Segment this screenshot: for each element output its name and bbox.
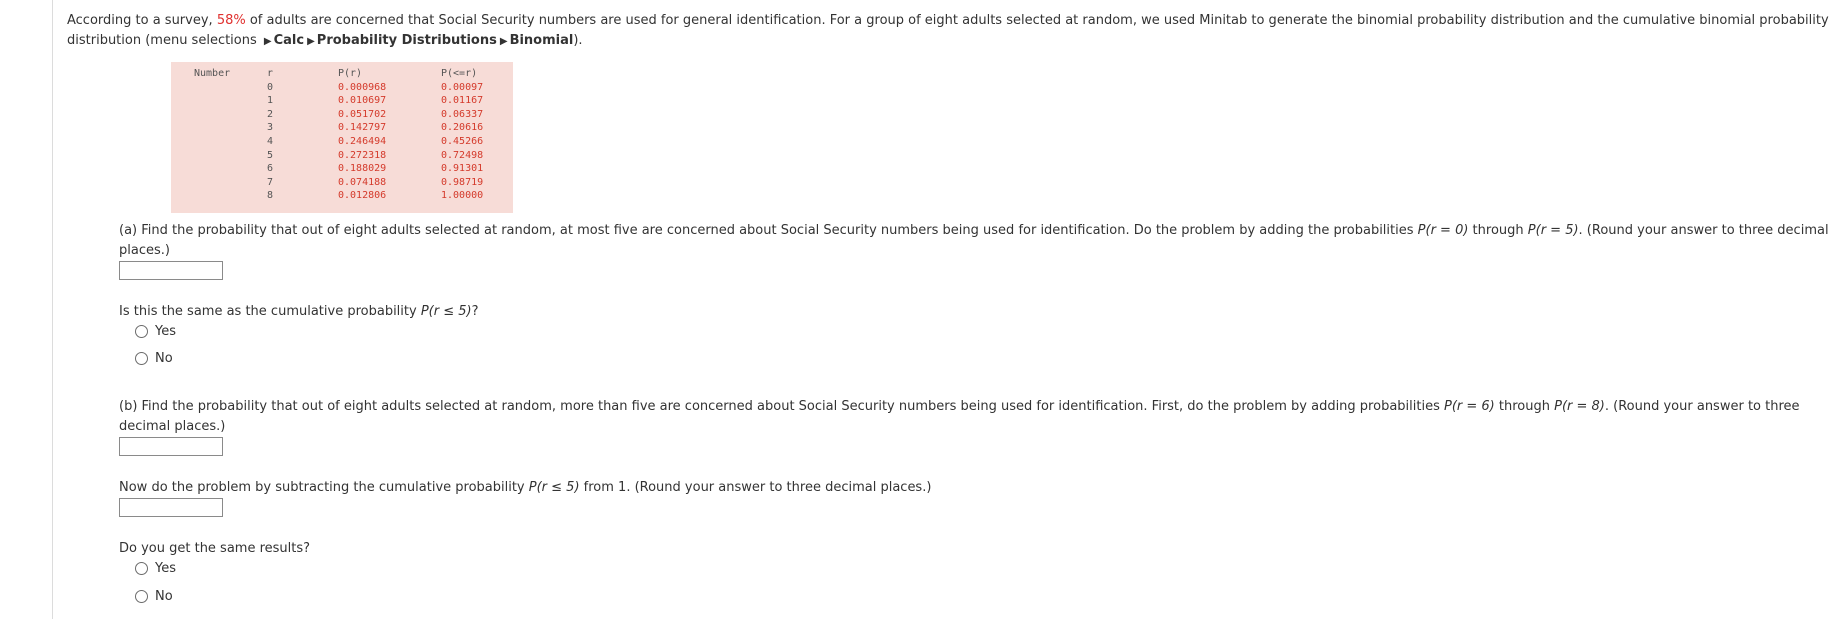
radio-a-no[interactable]: No [135, 351, 173, 366]
triangle-right-icon: ▶ [307, 36, 315, 47]
table-cell-cp: 0.00097 [441, 81, 484, 93]
table-cell-cp: 0.01167 [441, 95, 484, 107]
table-cell-p: 0.246494 [338, 135, 387, 147]
menu-binomial: Binomial [509, 33, 574, 48]
left-divider [52, 0, 53, 619]
column-header-p: P(r) [338, 68, 363, 79]
table-cell-r: 1 [267, 95, 274, 107]
table-cell-r: 7 [267, 176, 274, 188]
table-cell-cp: 0.45266 [441, 135, 484, 147]
question-b-subtract: Now do the problem by subtracting the cumulative probability P(r ≤ 5) from 1. (Round your answer to three decimal places.) [119, 480, 932, 495]
survey-percent: 58% [216, 13, 246, 28]
table-cell-p: 0.188029 [338, 163, 387, 175]
question-b: (b) Find the probability that out of eight adults selected at random, more than five are concerned about Social Security numbers being used for identification. First, do the problem by adding probabilities P(r = 6) through P(r = 8). (Round your answer to three decimal places.) [119, 399, 1800, 434]
table-cell-cp: 0.06337 [441, 108, 484, 120]
column-r [267, 67, 273, 203]
question-a-same: Is this the same as the cumulative probability P(r ≤ 5)? [119, 304, 479, 319]
table-cell-p: 0.051702 [338, 108, 387, 120]
table-cell-p: 0.074188 [338, 176, 387, 188]
table-cell-p: 0.012806 [338, 190, 387, 202]
answer-b-input[interactable] [119, 437, 223, 456]
triangle-right-icon: ▶ [499, 36, 508, 47]
table-cell-cp: 1.00000 [441, 190, 484, 202]
table-cell-r: 3 [267, 122, 274, 134]
menu-probability-distributions: Probability Distributions [316, 33, 497, 48]
radio-button[interactable] [135, 562, 148, 575]
table-cell-p: 0.272318 [338, 149, 387, 161]
menu-path [261, 33, 573, 48]
minitab-output-table [171, 62, 513, 213]
table-cell-r: 4 [267, 135, 274, 147]
table-cell-p: 0.142797 [338, 122, 387, 134]
table-cell-cp: 0.91301 [441, 163, 484, 175]
question-a: (a) Find the probability that out of eight adults selected at random, at most five are concerned about Social Security numbers being used for identification. Do the problem by adding the probabilities P(r = 0) through P(r = 5). (Round your answer to three decimal places.) [119, 223, 1829, 258]
table-cell-r: 8 [267, 190, 274, 202]
radio-b-no[interactable]: No [135, 589, 173, 604]
column-header-cumulative: P(<=r) [441, 68, 478, 79]
table-cell-r: 2 [267, 108, 274, 120]
answer-a-input[interactable] [119, 261, 223, 280]
intro-paragraph: According to a survey, 58% of adults are concerned that Social Security numbers are used for general identification. For a group of eight adults selected at random, we used Minitab to generate the binomial probability distribution and the cumulative binomial probability distribution (menu selections ▶ Calc ▶ Probability Distributions ▶ Binomial). [67, 13, 1829, 48]
table-cell-r: 6 [267, 163, 274, 175]
column-header-r: r [267, 68, 274, 79]
radio-button[interactable] [135, 325, 148, 338]
table-cell-cp: 0.72498 [441, 149, 484, 161]
question-b-same: Do you get the same results? [119, 541, 311, 556]
column-cumulative [441, 67, 483, 203]
table-cell-cp: 0.20616 [441, 122, 484, 134]
triangle-right-icon: ▶ [263, 36, 272, 47]
column-header-number: Number [194, 68, 231, 79]
answer-b-subtract-input[interactable] [119, 498, 223, 517]
table-cell-r: 5 [267, 149, 274, 161]
radio-button[interactable] [135, 590, 148, 603]
menu-calc: Calc [273, 33, 305, 48]
table-cell-cp: 0.98719 [441, 176, 484, 188]
table-cell-r: 0 [267, 81, 274, 93]
radio-button[interactable] [135, 352, 148, 365]
column-p [338, 67, 386, 203]
radio-a-yes[interactable]: Yes [135, 324, 176, 339]
table-cell-p: 0.010697 [338, 95, 387, 107]
radio-b-yes[interactable]: Yes [135, 561, 176, 576]
table-cell-p: 0.000968 [338, 81, 387, 93]
